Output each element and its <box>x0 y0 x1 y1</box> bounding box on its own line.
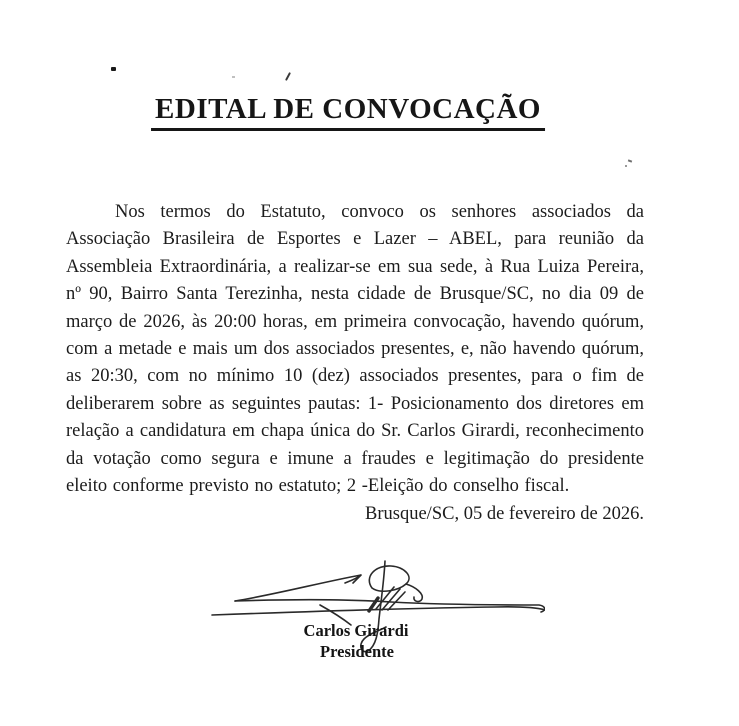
scan-speck <box>285 72 291 81</box>
document-body: Nos termos do Estatuto, convoco os senhores associados da Associação Brasileira de Esportes e Lazer – ABEL, para reunião da Assembleia Extraordinária, a realizar-se em sua sede, à Rua Luiza Pereira, nº 90, Bairro Santa Terezinha, nesta cidade de Brusque/SC, no dia 09 de março de 2026, às 20:00 horas, em primeira convocação, havendo quórum, com a metade e mais um dos associados presentes, e, não havendo quórum, as 20:30, com no mínimo 10 (dez) associados presentes, para o fim de deliberarem sobre as seguintes pautas: 1- Posicionamento dos diretores em relação a candidatura em chapa única do Sr. Carlos Girardi, reconhecimento da votação como segura e imune a fraudes e legitimação do presidente eleito conforme previsto no estatuto; 2 -Eleição do conselho fiscal. <box>66 202 644 497</box>
document-text-column <box>66 199 644 529</box>
scan-speck <box>111 67 116 71</box>
signatory-role: Presidente <box>320 642 394 661</box>
scan-speck <box>625 165 627 167</box>
scan-speck <box>232 76 235 78</box>
document-title: EDITAL DE CONVOCAÇÃO <box>151 93 545 131</box>
document-dateline: Brusque/SC, 05 de fevereiro de 2026. <box>365 504 644 525</box>
signatory-name: Carlos Girardi <box>303 621 409 640</box>
scan-speck <box>628 159 632 162</box>
